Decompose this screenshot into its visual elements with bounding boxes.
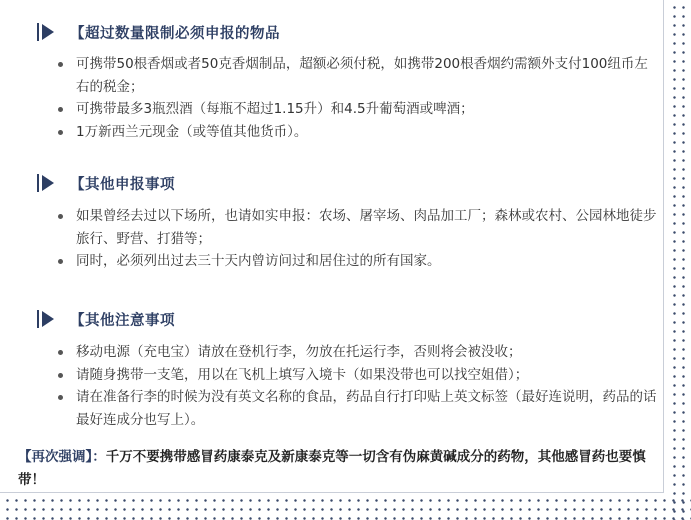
list-item: 同时，必须列出过去三十天内曾访问过和居住过的所有国家。: [54, 250, 658, 273]
dotted-border-bottom: [0, 494, 691, 520]
section-heading-limits: [37, 20, 280, 44]
section-list-other-notes: [54, 341, 658, 431]
section-heading-text: 【其他注意事项: [70, 312, 175, 329]
list-item: 可携带50根香烟或者50克香烟制品，超额必须付税，如携带200根香烟约需额外支付100纽币左右的税金；: [54, 53, 658, 98]
heading-bar-icon: [37, 23, 39, 41]
play-triangle-icon: [42, 24, 54, 40]
list-item: 如果曾经去过以下场所，也请如实申报：农场、屠宰场、肉品加工厂；森林或农村、公园林地徒步旅行、野营、打猎等；: [54, 205, 658, 250]
list-item: 可携带最多3瓶烈酒（每瓶不超过1.15升）和4.5升葡萄酒或啤酒；: [54, 98, 658, 121]
section-list-limits: [54, 53, 658, 143]
play-triangle-icon: [42, 175, 54, 191]
emphasis-note-label: 【再次强调】：: [18, 449, 106, 465]
section-heading-text: 【超过数量限制必须申报的物品: [70, 25, 280, 42]
heading-bar-icon: [37, 174, 39, 192]
list-item: 移动电源（充电宝）请放在登机行李，勿放在托运行李，否则将会被没收；: [54, 341, 658, 364]
heading-bar-icon: [37, 310, 39, 328]
list-item: 1万新西兰元现金（或等值其他货币）。: [54, 121, 658, 144]
list-item: 请在准备行李的时候为没有英文名称的食品，药品自行打印贴上英文标签（最好连说明，药品的话最好连成分也写上）。: [54, 386, 658, 431]
section-heading-text: 【其他申报事项: [70, 176, 175, 193]
list-item: 请随身携带一支笔，用以在飞机上填写入境卡（如果没带也可以找空姐借）；: [54, 364, 658, 387]
section-heading-other-notes: [37, 307, 175, 331]
emphasis-note-text: 千万不要携带感冒药康泰克及新康泰克等一切含有伪麻黄碱成分的药物，其他感冒药也要慎带！: [18, 449, 646, 488]
section-heading-other-declarations: [37, 171, 175, 195]
emphasis-note: [18, 446, 660, 492]
section-list-other-declarations: [54, 205, 658, 273]
play-triangle-icon: [42, 311, 54, 327]
dotted-border-right: [668, 0, 691, 520]
